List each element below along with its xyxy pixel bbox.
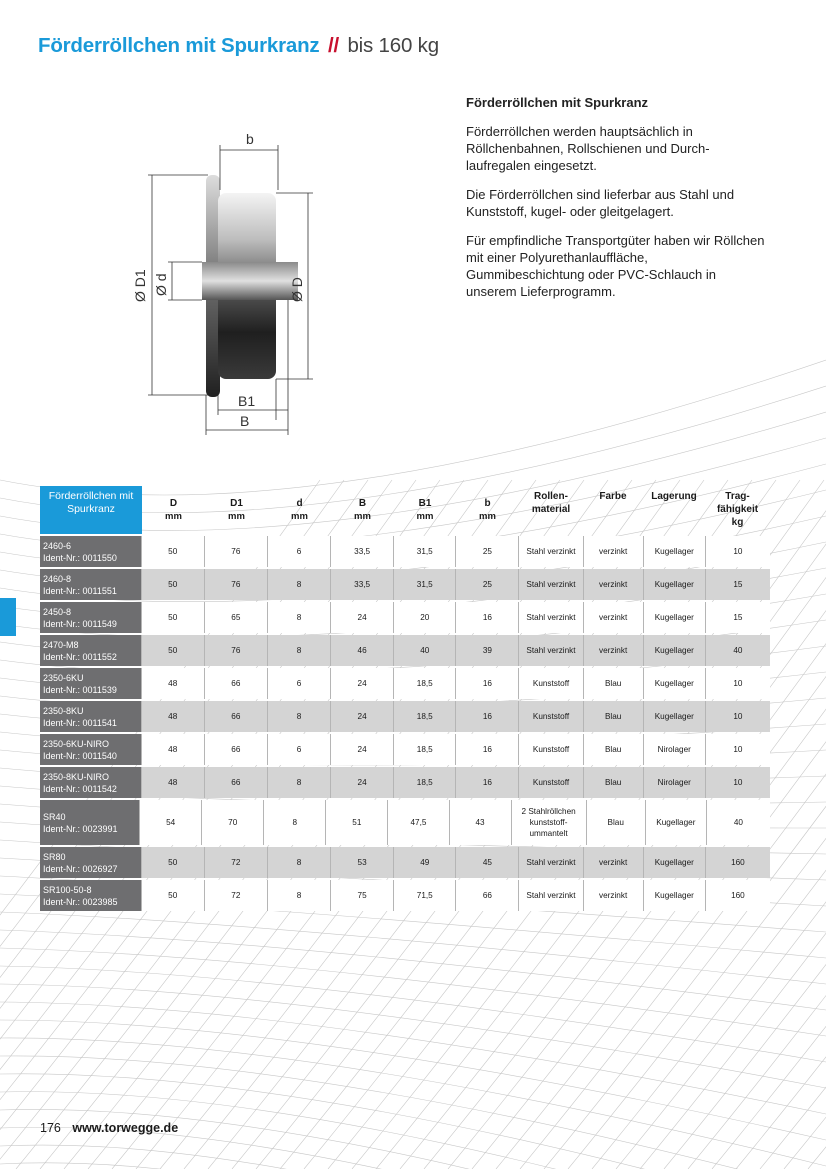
product-name: 2450-8 <box>43 606 72 617</box>
table-cell: 39 <box>455 635 518 666</box>
table-cell: 10 <box>705 701 770 732</box>
table-header-cell: Rollen- material <box>531 491 571 515</box>
table-cell: 6 <box>267 734 330 765</box>
table-cell: Kugellager <box>643 569 705 600</box>
table-cell: 8 <box>267 635 330 666</box>
table-cell: 66 <box>455 880 518 911</box>
table-cell: 160 <box>705 880 770 911</box>
table-cell: Blau <box>583 734 643 765</box>
table-cell: 8 <box>267 880 330 911</box>
table-cell: 46 <box>330 635 393 666</box>
table-cell: 24 <box>330 602 393 633</box>
dim-label-b: b <box>246 131 254 147</box>
product-name: 2350-8KU-NIRO <box>43 771 110 782</box>
title-main: Förderröllchen mit Spurkranz <box>38 34 320 57</box>
table-cell: 54 <box>139 800 201 845</box>
product-ident: Ident-Nr.: 0011542 <box>43 783 117 794</box>
table-cell: 24 <box>330 701 393 732</box>
table-cell: 53 <box>330 847 393 878</box>
table-cell: Kunststoff <box>518 734 582 765</box>
table-cell: verzinkt <box>583 635 643 666</box>
description-paragraph: Die Förderröllchen sind lieferbar aus Stahl und Kunststoff, kugel- oder gleitgelagert. <box>466 187 735 219</box>
table-cell: Kugellager <box>643 668 705 699</box>
row-product-label <box>40 800 139 845</box>
table-cell: 40 <box>705 635 770 666</box>
table-cell: 8 <box>263 800 325 845</box>
table-cell: 40 <box>393 635 455 666</box>
table-cell: Kugellager <box>643 602 705 633</box>
description-paragraph: Förderröllchen werden hauptsächlich in Röllchenbahnen, Rollschienen und Durch-laufregalen eingesetzt. <box>466 124 710 173</box>
roller-axle <box>202 262 298 300</box>
website-link[interactable]: www.torwegge.de <box>72 1121 179 1135</box>
table-header-cell: B1 mm <box>416 498 434 522</box>
table-row <box>40 847 770 878</box>
table-cell: 50 <box>141 536 204 567</box>
table-cell: 76 <box>204 569 267 600</box>
table-cell: 18,5 <box>393 767 455 798</box>
table-cell: 8 <box>267 767 330 798</box>
table-cell: 18,5 <box>393 734 455 765</box>
table-cell: 50 <box>141 602 204 633</box>
product-ident: Ident-Nr.: 0023991 <box>43 823 118 834</box>
table-cell: 76 <box>204 536 267 567</box>
table-cell: 18,5 <box>393 701 455 732</box>
table-cell: 50 <box>141 569 204 600</box>
table-header-cell: Farbe <box>599 491 627 502</box>
product-ident: Ident-Nr.: 0011539 <box>43 684 117 695</box>
table-cell: 2 Stahlröllchen kunststoff-ummantelt <box>511 800 586 845</box>
table-cell: Kugellager <box>643 701 705 732</box>
row-product-label <box>40 880 141 911</box>
description-heading: Förderröllchen mit Spurkranz <box>466 95 649 110</box>
table-cell: 8 <box>267 847 330 878</box>
table-cell: 16 <box>455 701 518 732</box>
table-cell: 25 <box>455 536 518 567</box>
table-cell: Kunststoff <box>518 767 582 798</box>
table-cell: Stahl verzinkt <box>518 569 582 600</box>
product-ident: Ident-Nr.: 0011549 <box>43 618 117 629</box>
table-cell: 43 <box>449 800 511 845</box>
table-cell: 49 <box>393 847 455 878</box>
table-cell: 48 <box>141 767 204 798</box>
table-cell: 40 <box>706 800 770 845</box>
table-cell: 33,5 <box>330 536 393 567</box>
table-cell: 48 <box>141 668 204 699</box>
table-header-row <box>40 486 770 534</box>
table-cell: 66 <box>204 734 267 765</box>
row-product-label <box>40 847 141 878</box>
table-cell: 75 <box>330 880 393 911</box>
table-cell: 72 <box>204 880 267 911</box>
table-cell: 70 <box>201 800 263 845</box>
table-cell: 72 <box>204 847 267 878</box>
table-cell: 160 <box>705 847 770 878</box>
table-cell: Kunststoff <box>518 701 582 732</box>
product-ident: Ident-Nr.: 0011550 <box>43 552 117 563</box>
table-cell: Blau <box>586 800 645 845</box>
product-ident: Ident-Nr.: 0026927 <box>43 863 118 874</box>
table-cell: 16 <box>455 767 518 798</box>
table-cell: verzinkt <box>583 602 643 633</box>
table-row <box>40 635 770 666</box>
table-cell: Blau <box>583 668 643 699</box>
product-name: SR100-50-8 <box>43 884 92 895</box>
row-product-label <box>40 734 141 765</box>
table-header-cell: d mm <box>291 498 308 522</box>
table-row <box>40 767 770 798</box>
dim-label-B1: B1 <box>238 393 256 409</box>
product-name: 2460-6 <box>43 540 72 551</box>
table-row <box>40 536 770 567</box>
table-cell: 16 <box>455 668 518 699</box>
table-cell: verzinkt <box>583 847 643 878</box>
table-header-cell: B mm <box>354 498 371 522</box>
table-cell: 10 <box>705 734 770 765</box>
table-row <box>40 734 770 765</box>
table-cell: 20 <box>393 602 455 633</box>
page-title <box>38 34 439 58</box>
product-name: 2350-8KU <box>43 705 84 716</box>
table-cell: 10 <box>705 536 770 567</box>
table-cell: 50 <box>141 880 204 911</box>
table-cell: verzinkt <box>583 569 643 600</box>
row-product-label <box>40 569 141 600</box>
table-cell: Kugellager <box>645 800 706 845</box>
dim-label-D1: Ø D1 <box>132 269 148 302</box>
table-cell: Stahl verzinkt <box>518 635 582 666</box>
product-ident: Ident-Nr.: 0011540 <box>43 750 117 761</box>
row-product-label <box>40 701 141 732</box>
table-cell: 31,5 <box>393 569 455 600</box>
table-cell: 45 <box>455 847 518 878</box>
table-cell: 6 <box>267 668 330 699</box>
table-cell: 8 <box>267 602 330 633</box>
product-ident: Ident-Nr.: 0011541 <box>43 717 117 728</box>
roller-technical-drawing <box>128 130 348 440</box>
table-cell: Kunststoff <box>518 668 582 699</box>
table-cell: 15 <box>705 602 770 633</box>
table-cell: 16 <box>455 602 518 633</box>
product-name: 2460-8 <box>43 573 72 584</box>
table-cell: verzinkt <box>583 536 643 567</box>
table-cell: 47,5 <box>387 800 448 845</box>
product-name: 2350-6KU-NIRO <box>43 738 110 749</box>
table-cell: Stahl verzinkt <box>518 602 582 633</box>
table-row <box>40 880 770 911</box>
product-name: 2350-6KU <box>43 672 84 683</box>
table-header-cell: D mm <box>165 498 182 522</box>
table-cell: 8 <box>267 701 330 732</box>
table-row <box>40 701 770 732</box>
table-cell: Nirolager <box>643 767 705 798</box>
row-product-label <box>40 635 141 666</box>
table-cell: 25 <box>455 569 518 600</box>
row-product-label <box>40 668 141 699</box>
table-row <box>40 569 770 600</box>
product-ident: Ident-Nr.: 0011552 <box>43 651 117 662</box>
table-cell: 71,5 <box>393 880 455 911</box>
dim-label-d: Ø d <box>153 273 169 296</box>
dim-label-D: Ø D <box>289 277 305 302</box>
table-cell: 76 <box>204 635 267 666</box>
table-cell: 6 <box>267 536 330 567</box>
table-row <box>40 602 770 633</box>
table-cell: 50 <box>141 847 204 878</box>
table-cell: 48 <box>141 734 204 765</box>
table-cell: Stahl verzinkt <box>518 847 582 878</box>
table-cell: Kugellager <box>643 847 705 878</box>
title-separator: // <box>327 34 339 57</box>
table-cell: Stahl verzinkt <box>518 536 582 567</box>
product-name: SR40 <box>43 811 66 822</box>
table-cell: 48 <box>141 701 204 732</box>
table-row <box>40 668 770 699</box>
product-ident: Ident-Nr.: 0011551 <box>43 585 117 596</box>
table-header-cell: Trag- fähigkeit kg <box>716 491 759 528</box>
table-row <box>40 800 770 845</box>
table-cell: verzinkt <box>583 880 643 911</box>
table-cell: 51 <box>325 800 387 845</box>
table-cell: Kugellager <box>643 635 705 666</box>
title-subtitle: bis 160 kg <box>347 34 439 57</box>
table-cell: 24 <box>330 767 393 798</box>
table-cell: 10 <box>705 767 770 798</box>
table-header-cell: D1 mm <box>228 498 245 522</box>
table-cell: 18,5 <box>393 668 455 699</box>
product-ident: Ident-Nr.: 0023985 <box>43 896 118 907</box>
table-cell: Kugellager <box>643 880 705 911</box>
table-cell: Blau <box>583 767 643 798</box>
table-header-product: Förderröllchen mit Spurkranz <box>40 486 142 534</box>
page-footer <box>40 1121 178 1135</box>
row-product-label <box>40 536 141 567</box>
product-description <box>466 94 766 312</box>
table-header-cell: Lagerung <box>651 491 697 502</box>
table-cell: 66 <box>204 767 267 798</box>
table-header-cell: b mm <box>479 498 496 522</box>
product-table <box>40 486 770 911</box>
table-cell: 24 <box>330 734 393 765</box>
table-cell: 24 <box>330 668 393 699</box>
row-product-label <box>40 767 141 798</box>
table-cell: 33,5 <box>330 569 393 600</box>
product-name: 2470-M8 <box>43 639 79 650</box>
dim-label-B: B <box>240 413 250 429</box>
table-cell: Blau <box>583 701 643 732</box>
table-cell: Nirolager <box>643 734 705 765</box>
table-cell: 16 <box>455 734 518 765</box>
table-cell: Kugellager <box>643 536 705 567</box>
section-tab-marker <box>0 598 16 636</box>
table-cell: Stahl verzinkt <box>518 880 582 911</box>
table-cell: 31,5 <box>393 536 455 567</box>
table-cell: 65 <box>204 602 267 633</box>
product-name: SR80 <box>43 851 66 862</box>
page-number: 176 <box>40 1121 61 1135</box>
table-cell: 8 <box>267 569 330 600</box>
description-paragraph: Für empfindliche Transportgüter haben wir Röllchen mit einer Polyurethanlauffläche, Gummibeschichtung oder PVC-Schlauch in unserem Lieferprogramm. <box>466 233 765 299</box>
row-product-label <box>40 602 141 633</box>
table-cell: 66 <box>204 701 267 732</box>
table-cell: 50 <box>141 635 204 666</box>
table-cell: 66 <box>204 668 267 699</box>
table-cell: 15 <box>705 569 770 600</box>
table-cell: 10 <box>705 668 770 699</box>
